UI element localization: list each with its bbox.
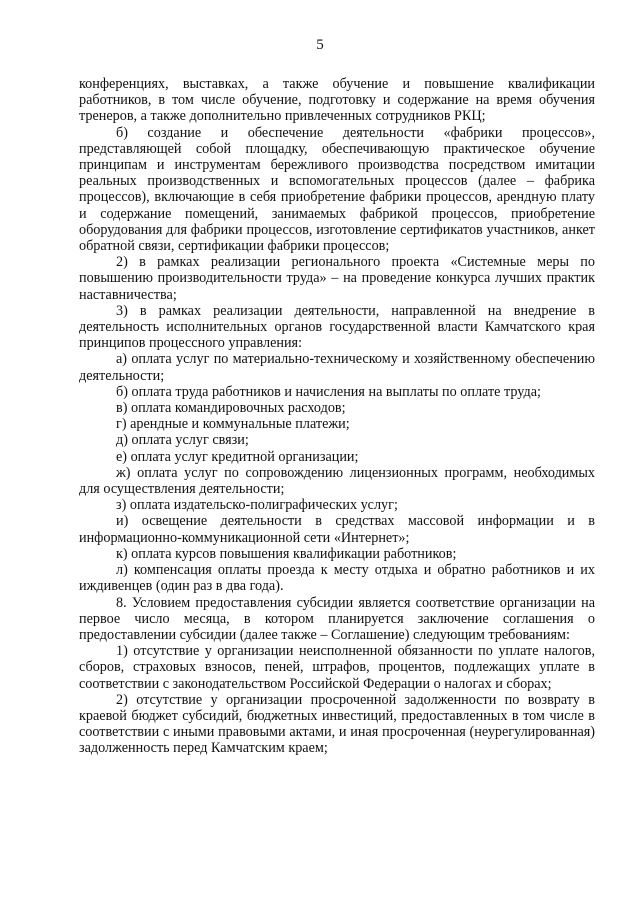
paragraph: в) оплата командировочных расходов; [116,400,346,417]
page-number: 5 [316,37,324,53]
paragraph: 2) отсутствие у организации просроченной задолженности по возврату в краевой бюджет субсидий, бюджетных инвестиций, предоставленных в том числе в соответствии с иными правовыми актами, и иная просроченная (неурегулированная) задолженность перед Камчатским краем; [79,691,595,757]
paragraph: б) создание и обеспечение деятельности «фабрики процессов», представляющей собой площадку, обеспечивающую практическое обучение принципам и инструментам бережливого производства посредством имитации реальных производственных и вспомогательных процессов (далее – фабрика процессов), включающие в себя приобретение фабрики процессов, арендную плату и содержание помещений, занимаемых фабрикой процессов, приобретение оборудования для фабрики процессов, изготовление сертификатов участников, анкет обратной связи, сертификации фабрики процессов; [79,124,595,255]
paragraph: конференциях, выставках, а также обучение и повышение квалификации работников, в том числе обучение, подготовку и содержание на время обучения тренеров, а также дополнительно привлеченных сотрудников РКЦ; [79,76,595,125]
paragraph: е) оплата услуг кредитной организации; [116,448,359,465]
paragraph: 3) в рамках реализации деятельности, направленной на внедрение в деятельность исполнительных органов государственной власти Камчатского края принципов процессного управления: [79,302,595,352]
paragraph: к) оплата курсов повышения квалификации работников; [116,545,457,562]
paragraph: д) оплата услуг связи; [116,432,249,449]
paragraph: ж) оплата услуг по сопровождению лицензионных программ, необходимых для осуществления деятельности; [79,464,595,498]
paragraph: г) арендные и коммунальные платежи; [116,416,350,433]
paragraph: 2) в рамках реализации регионального проекта «Системные меры по повышению производительности труда» – на проведение конкурса лучших практик наставничества; [79,254,595,303]
paragraph: и) освещение деятельности в средствах массовой информации и в информационно-коммуникационной сети «Интернет»; [79,513,595,546]
paragraph: а) оплата услуг по материально-техническому и хозяйственному обеспечению деятельности; [79,351,595,384]
document-body [79,76,595,757]
paragraph: л) компенсация оплаты проезда к месту отдыха и обратно работников и их иждивенцев (один раз в два года). [79,562,595,595]
paragraph: 1) отсутствие у организации неисполненной обязанности по уплате налогов, сборов, страховых взносов, пеней, штрафов, процентов, подлежащих уплате в соответствии с законодательством Российской Федерации о налогах и сборах; [79,643,595,692]
paragraph: 8. Условием предоставления субсидии является соответствие организации на первое число месяца, в котором планируется заключение соглашения о предоставлении субсидии (далее также – Соглашение) следующим требованиям: [79,594,595,643]
paragraph: б) оплата труда работников и начисления на выплаты по оплате труда; [116,383,541,400]
paragraph: з) оплата издательско-полиграфических услуг; [116,497,398,514]
